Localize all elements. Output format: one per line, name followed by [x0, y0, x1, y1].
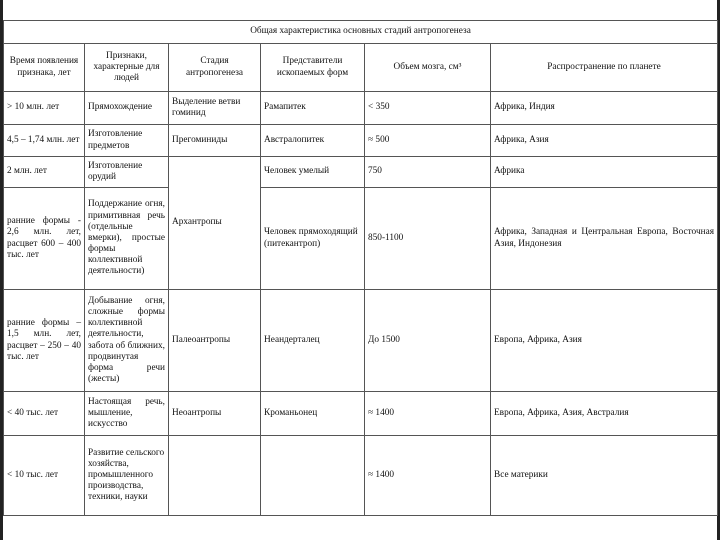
cell-sign: Развитие сельского хозяйства, промышленного производства, техники, науки — [85, 436, 169, 516]
cell-sign: Изготовление орудий — [85, 157, 169, 188]
cell-fossils: Австралопитек — [261, 125, 365, 157]
table-row — [4, 392, 718, 436]
cell-time: < 10 тыс. лет — [4, 436, 85, 516]
cell-fossils-empty — [261, 436, 365, 516]
cell-time: > 10 млн. лет — [4, 92, 85, 125]
header-fossils: Представители ископаемых форм — [261, 44, 365, 92]
header-brain: Объем мозга, см³ — [365, 44, 491, 92]
cell-time: ранние формы - 2,6 млн. лет, расцвет 600 – 400 тыс. лет — [4, 188, 85, 290]
cell-brain: 750 — [365, 157, 491, 188]
cell-spread: Европа, Африка, Азия — [491, 290, 718, 392]
header-time: Время появления признака, лет — [4, 44, 85, 92]
table-row — [4, 92, 718, 125]
cell-spread: Африка, Западная и Центральная Европа, Восточная Азия, Индонезия — [491, 188, 718, 290]
cell-stage: Выделение ветви гоминид — [169, 92, 261, 125]
cell-sign: Настоящая речь, мышление, искусство — [85, 392, 169, 436]
cell-time: 2 млн. лет — [4, 157, 85, 188]
table-row — [4, 125, 718, 157]
cell-stage-empty — [169, 436, 261, 516]
cell-brain: 850-1100 — [365, 188, 491, 290]
table-row — [4, 290, 718, 392]
cell-fossils: Неандерталец — [261, 290, 365, 392]
cell-stage: Неоантропы — [169, 392, 261, 436]
cell-brain: ≈ 1400 — [365, 392, 491, 436]
cell-sign: Прямохождение — [85, 92, 169, 125]
cell-spread: Европа, Африка, Азия, Австралия — [491, 392, 718, 436]
table-row — [4, 157, 718, 188]
cell-sign: Изготовление предметов — [85, 125, 169, 157]
cell-time: 4,5 – 1,74 млн. лет — [4, 125, 85, 157]
cell-time: < 40 тыс. лет — [4, 392, 85, 436]
cell-brain: ≈ 1400 — [365, 436, 491, 516]
anthropogenesis-table — [3, 20, 718, 516]
cell-sign: Поддержание огня, примитивная речь (отдельные вмерки), простые формы коллективной деятельности) — [85, 188, 169, 290]
cell-spread: Африка — [491, 157, 718, 188]
cell-stage: Палеоантропы — [169, 290, 261, 392]
header-spread: Распространение по планете — [491, 44, 718, 92]
cell-fossils: Кроманьонец — [261, 392, 365, 436]
cell-fossils: Человек умелый — [261, 157, 365, 188]
cell-spread: Африка, Индия — [491, 92, 718, 125]
table-title: Общая характеристика основных стадий антропогенеза — [4, 21, 718, 44]
cell-brain: ≈ 500 — [365, 125, 491, 157]
cell-brain: До 1500 — [365, 290, 491, 392]
header-stage: Стадия антропогенеза — [169, 44, 261, 92]
cell-sign: Добывание огня, сложные формы коллективной деятельности, забота об ближних, продвинутая форма речи (жесты) — [85, 290, 169, 392]
header-sign: Признаки, характерные для людей — [85, 44, 169, 92]
table-row — [4, 436, 718, 516]
cell-stage-archantrop: Архантропы — [169, 157, 261, 290]
cell-time: ранние формы – 1,5 млн. лет, расцвет – 250 – 40 тыс. лет — [4, 290, 85, 392]
cell-spread: Все материки — [491, 436, 718, 516]
table-row — [4, 188, 718, 290]
cell-spread: Африка, Азия — [491, 125, 718, 157]
cell-brain: < 350 — [365, 92, 491, 125]
cell-stage: Прегоминиды — [169, 125, 261, 157]
cell-fossils: Человек прямоходящий (питекантроп) — [261, 188, 365, 290]
cell-fossils: Рамапитек — [261, 92, 365, 125]
